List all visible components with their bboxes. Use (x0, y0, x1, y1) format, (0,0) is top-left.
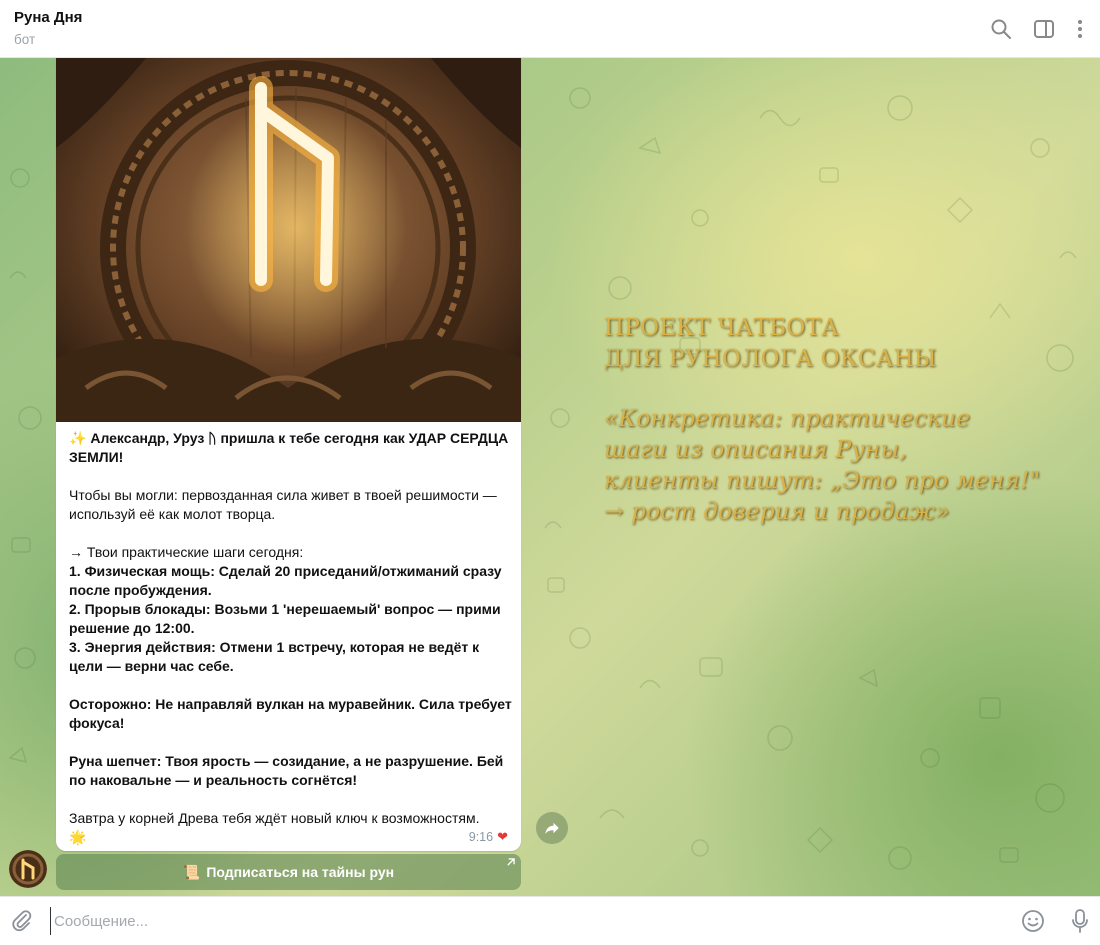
steps-header: → Твои практические шаги сегодня: (69, 544, 304, 560)
message-title: Александр, Уруз ᚢ пришла к тебе сегодня как УДАР СЕРДЦА ЗЕМЛИ! (69, 430, 509, 465)
overlay-title-line-2: ДЛЯ РУНОЛОГА ОКСАНЫ (604, 346, 937, 372)
heart-reaction-icon[interactable]: ❤ (497, 829, 508, 844)
sidebar-toggle-icon[interactable] (1032, 17, 1056, 41)
promo-overlay (604, 313, 1084, 528)
subscribe-button-label: Подписаться на тайны рун (206, 864, 395, 880)
rune-image[interactable] (56, 58, 521, 422)
sparkles-emoji: ✨ (69, 430, 87, 446)
caution-text: Осторожно: Не направляй вулкан на муравейник. Сила требует фокуса! (69, 696, 512, 731)
overlay-quote-line-3: клиенты пишут: „Это про меня!" (604, 468, 1041, 494)
step-2: 2. Прорыв блокады: Возьми 1 'нерешаемый' вопрос — прими решение до 12:00. (69, 601, 501, 636)
attach-paperclip-icon[interactable] (10, 909, 34, 933)
chat-header (0, 0, 1100, 58)
message-bubble[interactable] (56, 58, 521, 851)
message-input[interactable] (50, 907, 950, 935)
star-emoji: 🌟 (69, 829, 87, 845)
step-1: 1. Физическая мощь: Сделай 20 приседаний/отжиманий сразу после пробуждения. (69, 563, 502, 598)
subscribe-button[interactable] (56, 854, 521, 890)
overlay-quote-line-1: «Конкретика: практические (604, 406, 971, 432)
overlay-quote-line-4: → рост доверия и продаж» (604, 499, 950, 525)
microphone-icon[interactable] (1068, 907, 1092, 935)
message-composer (0, 896, 1100, 945)
forward-share-button[interactable] (536, 812, 568, 844)
message-text (69, 429, 514, 847)
chat-title[interactable]: Руна Дня (14, 9, 83, 26)
overlay-title-line-1: ПРОЕКТ ЧАТБОТА (604, 315, 839, 341)
rune-avatar-icon (9, 850, 47, 888)
step-3: 3. Энергия действия: Отмени 1 встречу, которая не ведёт к цели — верни час себе. (69, 639, 480, 674)
bot-avatar[interactable] (9, 850, 47, 888)
chat-subtitle: бот (14, 32, 36, 47)
search-icon[interactable] (989, 17, 1013, 41)
message-purpose: Чтобы вы могли: первозданная сила живет в твоей решимости — используй её как молот творца. (69, 487, 497, 522)
message-time: 9:16 (468, 830, 494, 844)
whisper-text: Руна шепчет: Твоя ярость — созидание, а не разрушение. Бей по наковальне — и реальность согнётся! (69, 753, 504, 788)
message-meta (469, 829, 508, 845)
emoji-icon[interactable] (1021, 909, 1045, 933)
share-arrow-icon (543, 819, 561, 837)
external-link-arrow-icon (506, 858, 515, 867)
chat-area[interactable] (0, 58, 1100, 896)
more-vertical-icon[interactable] (1068, 17, 1092, 41)
closing-text: Завтра у корней Древа тебя ждёт новый ключ к возможностям. (69, 810, 480, 826)
scroll-emoji: 📜 (182, 863, 201, 880)
overlay-quote-line-2: шаги из описания Руны, (604, 437, 908, 463)
